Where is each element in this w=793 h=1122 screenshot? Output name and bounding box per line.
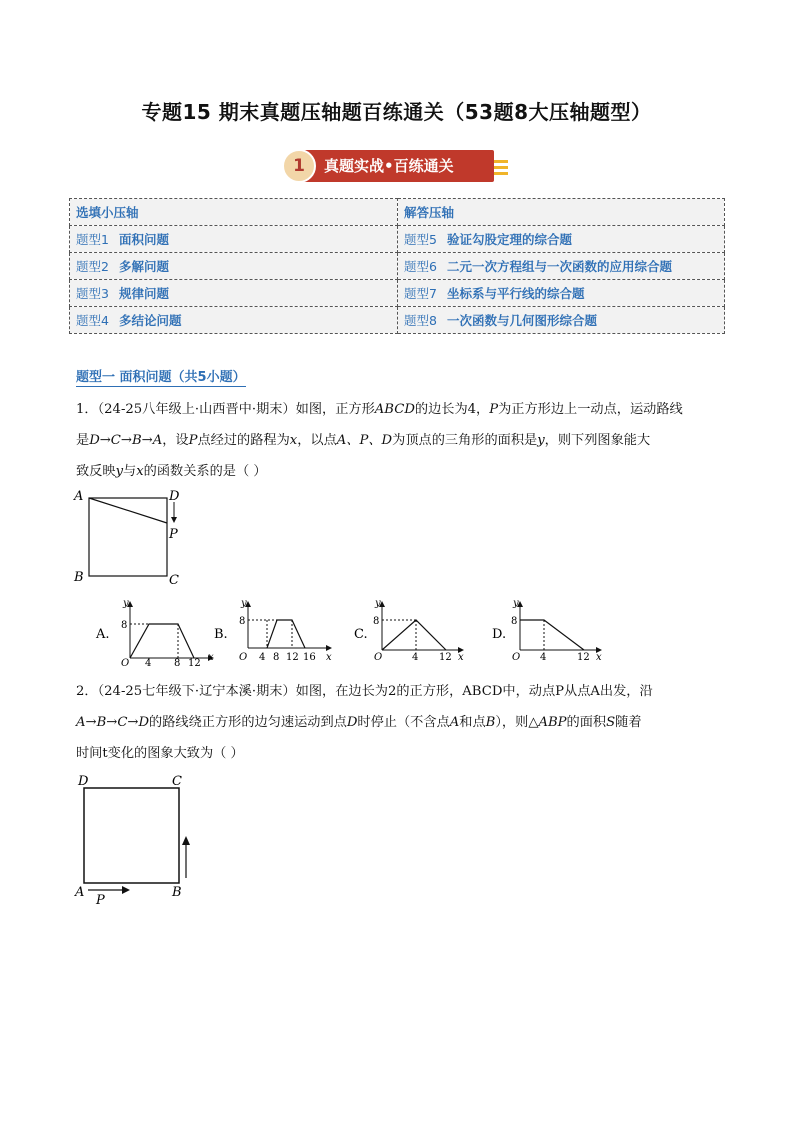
- question-line: 2．（24-25七年级下·辽宁本溪·期末）如图，在边长为2的正方形，ABCD中，动点P从点A出发，沿: [76, 684, 653, 699]
- table-header-left: 选填小压轴: [70, 199, 398, 226]
- graph-line: [520, 620, 584, 650]
- type-name: 面积问题: [118, 232, 169, 247]
- label-C: C: [169, 573, 179, 588]
- svg-text:x: x: [596, 652, 602, 663]
- svg-text:O: O: [512, 652, 521, 663]
- option-C-graph[interactable]: [350, 598, 475, 668]
- toc-item-type7[interactable]: [398, 280, 725, 307]
- q2-square-figure: [70, 770, 200, 906]
- option-A-graph[interactable]: [92, 598, 217, 668]
- svg-text:8: 8: [121, 620, 128, 631]
- type-number: 题型5: [404, 232, 437, 247]
- svg-text:O: O: [121, 658, 130, 668]
- banner-text: 真题实战•百练通关: [324, 157, 454, 175]
- q1-square-figure: [70, 488, 190, 588]
- label-A: A: [75, 885, 85, 900]
- question-line: 致反映y与x的函数关系的是（ ）: [76, 464, 267, 479]
- table-row: [70, 307, 725, 334]
- label-A: A: [74, 489, 84, 504]
- square: [84, 788, 179, 883]
- option-letter: A.: [96, 627, 110, 642]
- type-number: 题型3: [76, 286, 109, 301]
- svg-text:y: y: [123, 598, 129, 609]
- question-line: 时间t变化的图象大致为（ ）: [76, 746, 244, 761]
- square: [89, 498, 167, 576]
- label-D: D: [78, 774, 89, 789]
- toc-item-type5[interactable]: [398, 226, 725, 253]
- toc-item-type6[interactable]: [398, 253, 725, 280]
- segment-AP: [89, 498, 167, 523]
- option-letter: B.: [214, 627, 228, 642]
- axis-arrow-icon: [326, 645, 332, 651]
- svg-text:8: 8: [239, 616, 246, 627]
- type-name: 一次函数与几何图形综合题: [446, 313, 597, 328]
- type-number: 题型7: [404, 286, 437, 301]
- label-C: C: [172, 774, 182, 789]
- label-P: P: [96, 893, 105, 906]
- arrow-right-icon: [122, 886, 130, 894]
- svg-text:8: 8: [373, 616, 380, 627]
- label-D: D: [169, 489, 180, 504]
- type-name: 二元一次方程组与一次函数的应用综合题: [446, 259, 672, 274]
- arrow-up-icon: [182, 836, 190, 845]
- svg-text:4: 4: [540, 652, 547, 663]
- graph-line: [382, 620, 446, 650]
- toc-item-type1[interactable]: [70, 226, 398, 253]
- question-line: 是D→C→B→A，设P点经过的路程为x，以点A、P、D为顶点的三角形的面积是y，则下列图象能大: [76, 433, 651, 448]
- type-name: 多结论问题: [118, 313, 182, 328]
- svg-text:12: 12: [439, 652, 452, 663]
- table-row: [70, 199, 725, 226]
- label-B: B: [172, 885, 182, 900]
- type-name: 规律问题: [118, 286, 169, 301]
- graph-line: [267, 620, 305, 648]
- toc-item-type2[interactable]: [70, 253, 398, 280]
- svg-text:y: y: [241, 598, 247, 609]
- svg-text:x: x: [326, 652, 332, 663]
- svg-text:4: 4: [145, 658, 152, 668]
- question-2-text: [76, 676, 726, 769]
- question-1-text: [76, 394, 726, 487]
- svg-text:x: x: [208, 652, 214, 663]
- question-line: A→B→C→D的路线绕正方形的边匀速运动到点D时停止（不含点A和点B），则△ABP的面积S随着: [76, 715, 642, 730]
- page-title: 专题15 期末真题压轴题百练通关（53题8大压轴题型）: [141, 100, 652, 124]
- type-number: 题型6: [404, 259, 437, 274]
- svg-text:y: y: [513, 598, 519, 609]
- svg-text:x: x: [458, 652, 464, 663]
- banner-stripes-icon: [494, 160, 508, 178]
- label-B: B: [74, 570, 84, 585]
- type-name: 验证勾股定理的综合题: [446, 232, 572, 247]
- question-line: 1．（24-25八年级上·山西晋中·期末）如图，正方形ABCD的边长为4，P为正方形边上一动点，运动路线: [76, 402, 683, 417]
- toc-item-type3[interactable]: [70, 280, 398, 307]
- type-number: 题型1: [76, 232, 109, 247]
- option-B-graph[interactable]: [212, 598, 337, 668]
- section-banner: [282, 148, 512, 186]
- graph-line: [130, 624, 194, 658]
- svg-text:8: 8: [511, 616, 518, 627]
- type-number: 题型2: [76, 259, 109, 274]
- svg-text:4: 4: [259, 652, 266, 663]
- table-row: [70, 226, 725, 253]
- arrow-down-icon: [171, 517, 177, 523]
- svg-text:12: 12: [286, 652, 299, 663]
- section-heading[interactable]: 题型一 面积问题（共5小题）: [76, 366, 246, 387]
- toc-item-type8[interactable]: [398, 307, 725, 334]
- svg-text:4: 4: [412, 652, 419, 663]
- svg-text:O: O: [239, 652, 248, 663]
- svg-text:O: O: [374, 652, 383, 663]
- option-letter: D.: [492, 627, 507, 642]
- type-name: 坐标系与平行线的综合题: [446, 286, 585, 301]
- svg-text:12: 12: [577, 652, 590, 663]
- question-type-table: [69, 198, 725, 334]
- svg-text:8: 8: [174, 658, 181, 668]
- option-letter: C.: [354, 627, 368, 642]
- option-D-graph[interactable]: [488, 598, 613, 668]
- table-header-right: 解答压轴: [398, 199, 725, 226]
- toc-item-type4[interactable]: [70, 307, 398, 334]
- label-P: P: [169, 527, 178, 542]
- table-row: [70, 253, 725, 280]
- banner-number: 1: [282, 149, 316, 183]
- svg-text:16: 16: [303, 652, 316, 663]
- svg-text:y: y: [375, 598, 381, 609]
- type-name: 多解问题: [118, 259, 169, 274]
- type-number: 题型4: [76, 313, 109, 328]
- type-number: 题型8: [404, 313, 437, 328]
- svg-text:12: 12: [188, 658, 201, 668]
- svg-text:8: 8: [273, 652, 280, 663]
- table-row: [70, 280, 725, 307]
